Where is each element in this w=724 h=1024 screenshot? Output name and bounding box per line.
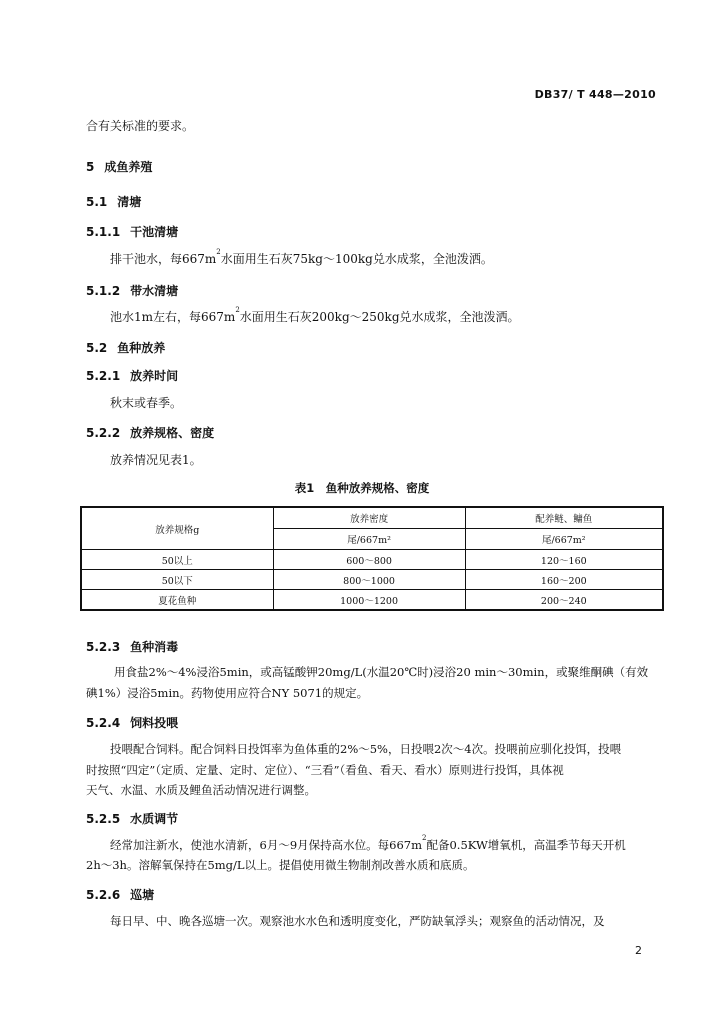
section-number: 5	[86, 160, 95, 174]
section-number: 5.2.3	[86, 640, 121, 654]
header-cell-spec: 放养规格g	[81, 507, 273, 550]
paragraph-text: 水面用生石灰200kg～250kg兑水成浆，全池泼洒。	[239, 310, 520, 324]
superscript: 2	[216, 248, 221, 256]
paragraph-5-2-4-line1: 投喂配合饲料。配合饲料日投饵率为鱼体重的2%～5%，日投喂2次～4次。投喂前应驯化投饵，投喂	[110, 742, 622, 756]
section-heading-5	[86, 158, 152, 175]
section-title: 成鱼养殖	[104, 160, 153, 174]
section-heading-5-2-4	[86, 714, 178, 731]
paragraph-5-2-4-line3: 天气、水温、水质及鲤鱼活动情况进行调整。	[86, 783, 316, 797]
table-cell: 200～240	[465, 590, 663, 611]
paragraph-text: 配备0.5KW增氧机，高温季节每天开机	[426, 838, 626, 852]
standard-code-header: DB37/ T 448—2010	[534, 88, 656, 101]
section-title: 鱼种放养	[117, 341, 166, 355]
paragraph-5-2-5-line2: 2h～3h。溶解氧保持在5mg/L以上。提倡使用微生物制剂改善水质和底质。	[86, 858, 475, 872]
table-cell: 800～1000	[273, 570, 465, 590]
paragraph-text: 经常加注新水，使池水清新，6月～9月保持高水位。每667m	[110, 838, 422, 852]
section-heading-5-2-3	[86, 638, 178, 655]
table-cell: 1000～1200	[273, 590, 465, 611]
section-title: 巡塘	[130, 888, 155, 902]
table-row	[81, 570, 663, 590]
section-heading-5-2	[86, 339, 165, 356]
paragraph-5-2-5-line1	[110, 835, 626, 855]
superscript: 2	[422, 834, 427, 842]
section-number: 5.2.1	[86, 369, 121, 383]
superscript: 2	[235, 306, 240, 314]
paragraph-5-2-3-line2: 碘1%）浸浴5min。药物使用应符合NY 5071的规定。	[86, 686, 369, 700]
section-heading-5-2-6	[86, 886, 154, 903]
section-title: 带水清塘	[130, 284, 179, 298]
paragraph-text: 池水1m左右，每667m	[110, 310, 236, 324]
section-number: 5.2.4	[86, 716, 121, 730]
section-title: 清塘	[117, 195, 142, 209]
intro-line: 合有关标准的要求。	[86, 119, 195, 133]
header-cell-unit: 尾/667m²	[465, 529, 663, 550]
paragraph-5-1-1	[110, 249, 493, 269]
section-heading-5-2-2	[86, 424, 214, 441]
section-heading-5-1-1	[86, 223, 178, 240]
table-cell: 50以上	[81, 550, 273, 570]
header-cell-density: 放养密度	[273, 507, 465, 529]
table-header-row	[81, 507, 663, 529]
table-cell: 120～160	[465, 550, 663, 570]
section-number: 5.1	[86, 195, 108, 209]
header-cell-unit: 尾/667m²	[273, 529, 465, 550]
page-number: 2	[635, 944, 642, 957]
section-heading-5-1-2	[86, 282, 178, 299]
paragraph-5-2-4-line2: 时按照“四定”（定质、定量、定时、定位）、“三看”（看鱼、看天、看水）原则进行投饵，具体视	[86, 763, 564, 777]
table-caption: 表1 鱼种放养规格、密度	[294, 481, 430, 495]
paragraph-5-2-3-line1: 用食盐2%～4%浸浴5min，或高锰酸钾20mg/L(水温20℃时)浸浴20 min～30min，或聚维酮碘（有效	[114, 665, 649, 679]
section-title: 鱼种消毒	[130, 640, 179, 654]
paragraph-5-1-2	[110, 307, 520, 327]
table-cell: 600～800	[273, 550, 465, 570]
section-heading-5-1	[86, 193, 141, 210]
paragraph-5-2-1: 秋末或春季。	[110, 396, 183, 410]
table-cell: 夏花鱼种	[81, 590, 273, 611]
paragraph-5-2-2: 放养情况见表1。	[110, 453, 202, 467]
section-title: 饲料投喂	[130, 716, 179, 730]
stocking-table	[80, 506, 664, 611]
paragraph-5-2-6-line1: 每日早、中、晚各巡塘一次。观察池水水色和透明度变化，严防缺氧浮头；观察鱼的活动情况，及	[110, 914, 605, 928]
section-number: 5.1.2	[86, 284, 121, 298]
section-number: 5.2.2	[86, 426, 121, 440]
header-cell-companion: 配养鲢、鳙鱼	[465, 507, 663, 529]
section-heading-5-2-5	[86, 810, 178, 827]
section-number: 5.2	[86, 341, 108, 355]
section-number: 5.1.1	[86, 225, 121, 239]
paragraph-text: 水面用生石灰75kg～100kg兑水成浆，全池泼洒。	[220, 252, 493, 266]
section-title: 干池清塘	[130, 225, 179, 239]
table-cell: 50以下	[81, 570, 273, 590]
section-number: 5.2.5	[86, 812, 121, 826]
section-title: 水质调节	[130, 812, 179, 826]
section-title: 放养时间	[130, 369, 179, 383]
section-number: 5.2.6	[86, 888, 121, 902]
section-title: 放养规格、密度	[130, 426, 215, 440]
table-row	[81, 590, 663, 611]
table-row	[81, 550, 663, 570]
table-cell: 160～200	[465, 570, 663, 590]
paragraph-text: 排干池水，每667m	[110, 252, 217, 266]
section-heading-5-2-1	[86, 367, 178, 384]
